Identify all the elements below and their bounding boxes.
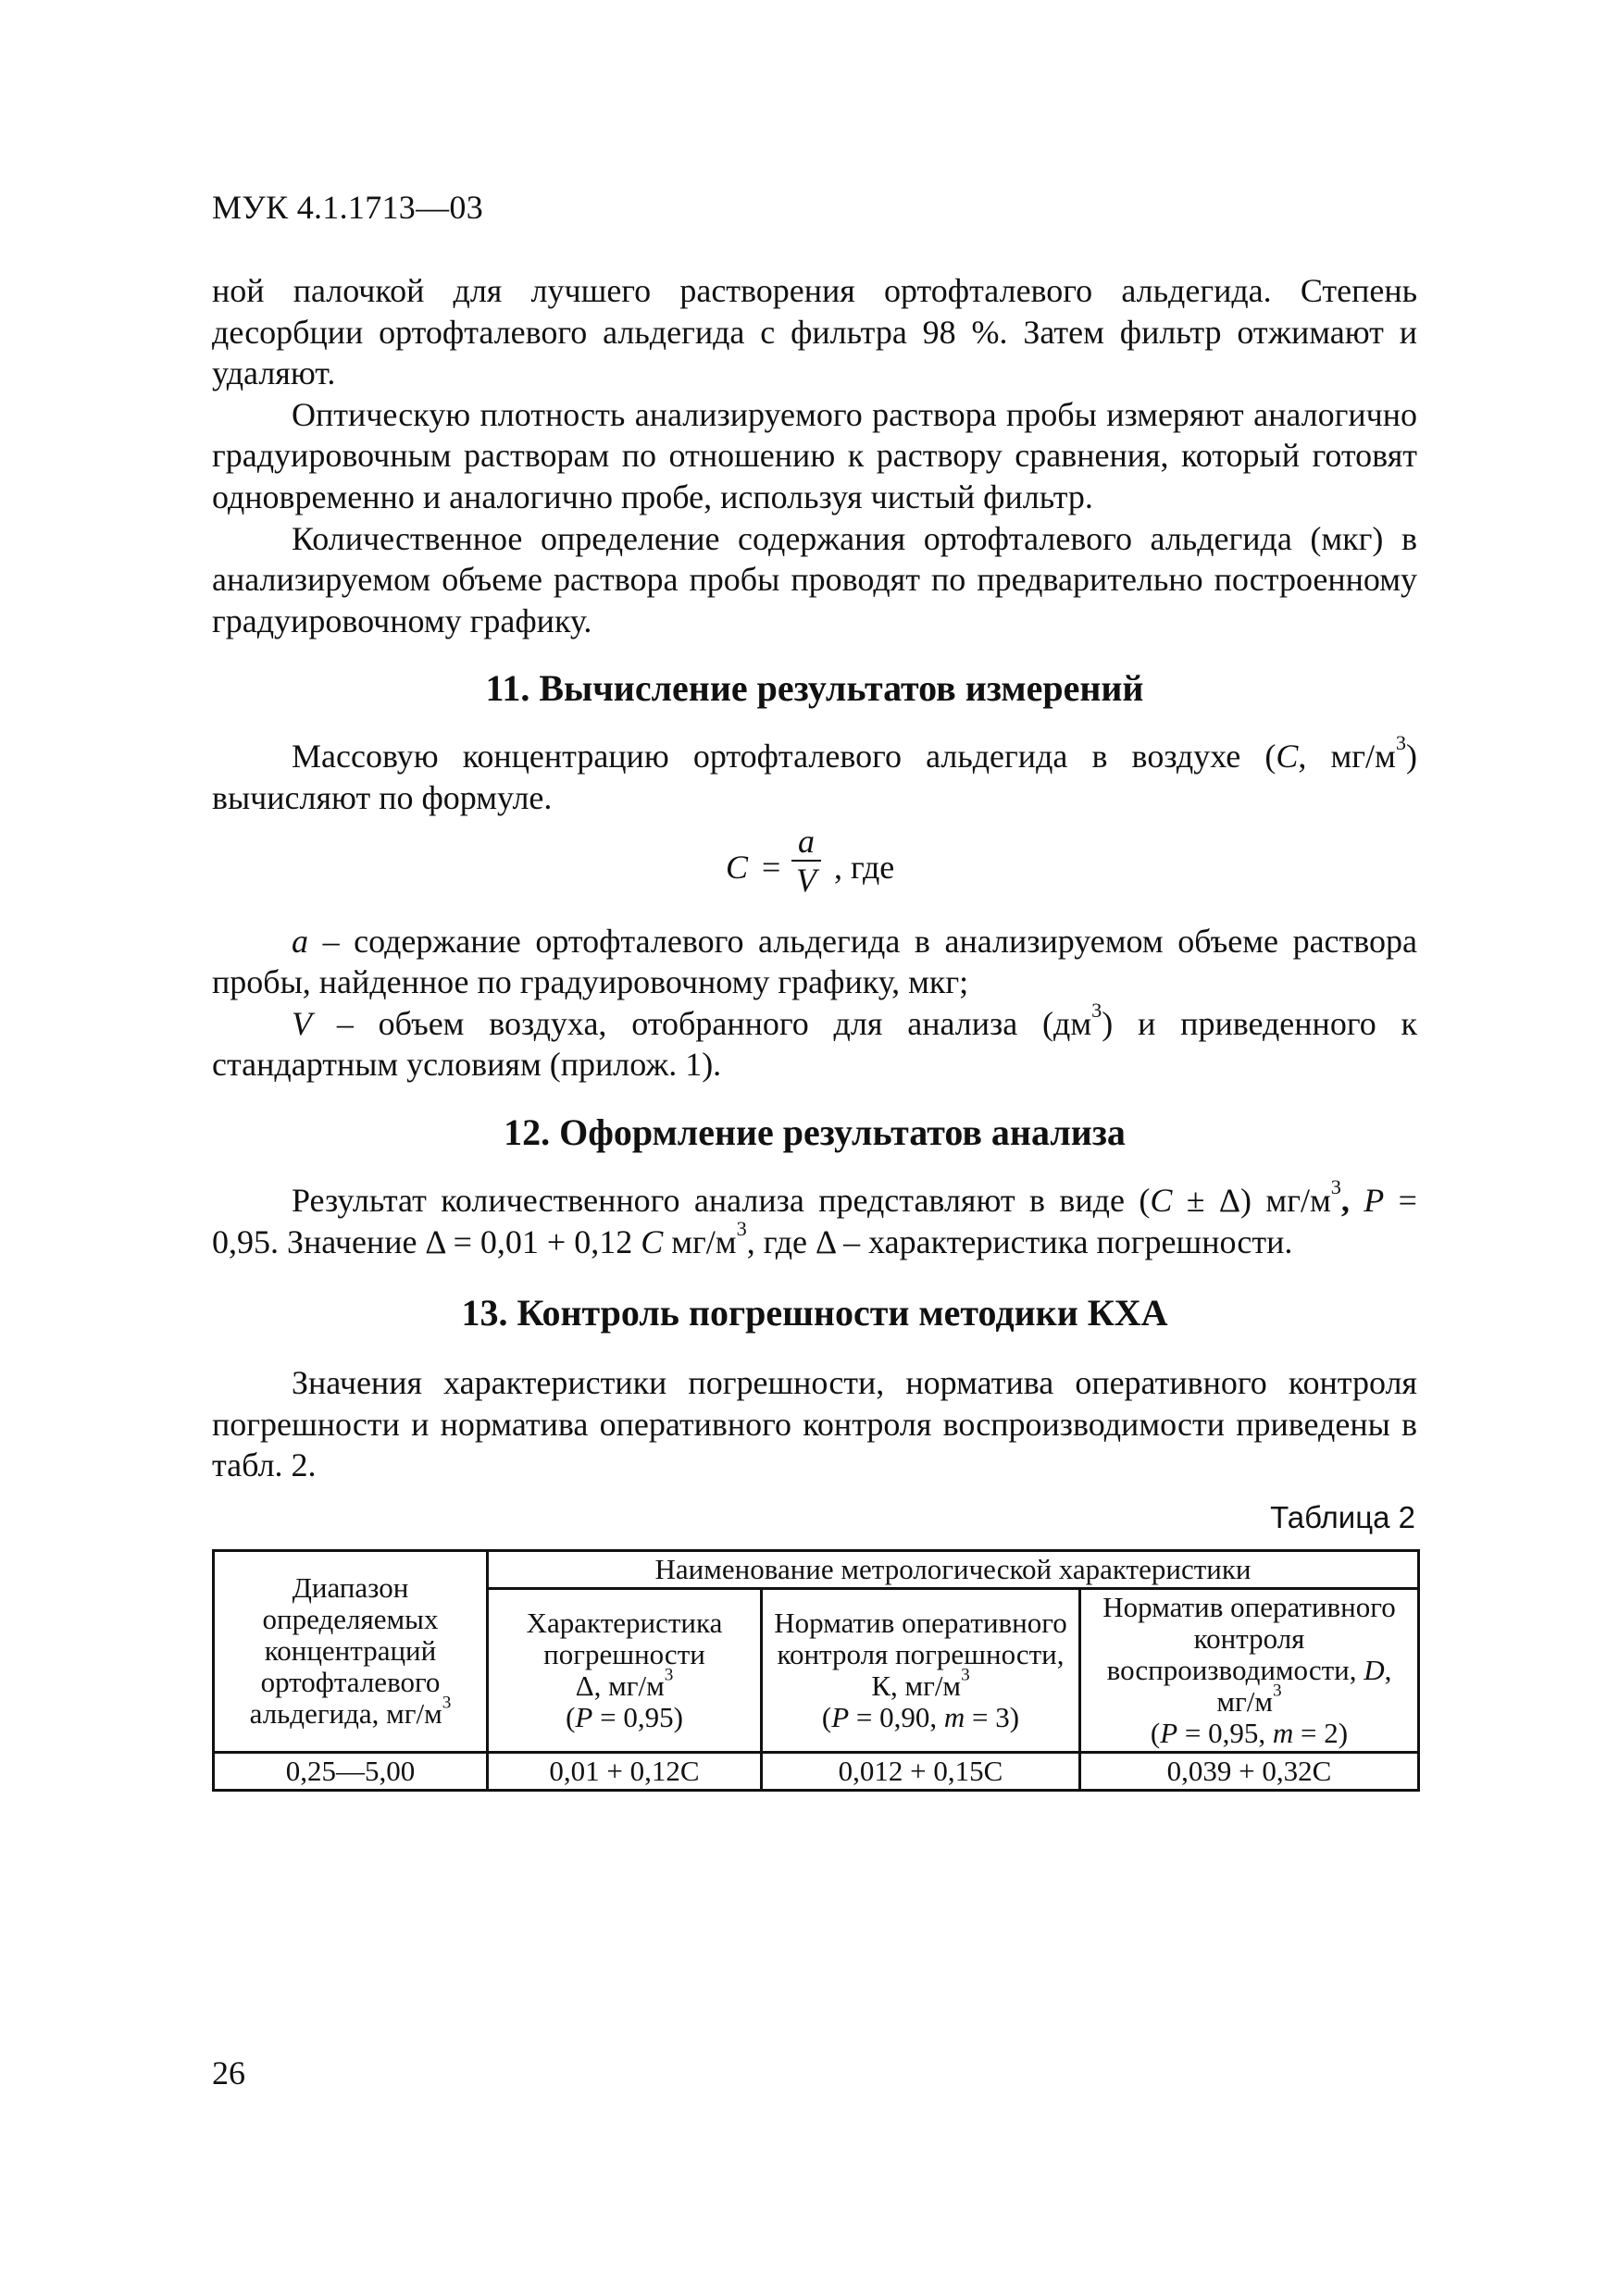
paragraph-optical-density: Оптическую плотность анализируемого раствора пробы измеряют аналогично градуировочным растворам по отношению к раствору сравнения, который готовят одновременно и аналогично пробе, используя чистый фильтр. (212, 395, 1417, 515)
formula-fraction (788, 823, 825, 899)
section-13-title: 13. Контроль погрешности методики КХА (461, 1292, 1168, 1334)
header-error-control-norm: Норматив оперативного контроля погрешности, К, $мг/м^3$ (P = 0,90, m = 3) (762, 1588, 1080, 1752)
page-number: 26 (212, 2054, 245, 2091)
table-row (214, 1752, 1419, 1790)
formula-lhs: C (726, 848, 749, 886)
paragraph-continuation: ной палочкой для лучшего растворения ортофталевого альдегида. Степень десорбции ортофталевого альдегида с фильтра 98 %. Затем фильтр отжимают и удаляют. (212, 272, 1417, 392)
document-code: МУК 4.1.1713—03 (212, 189, 484, 226)
section-12-text: Результат количественного анализа представляют в виде (C ± Δ) $мг/м^3$, P = 0,95. Значение Δ = 0,01 + 0,12 C $мг/м^3$, где Δ – характеристика погрешности. (212, 1174, 1417, 1260)
definition-v: V – объем воздуха, отобранного для анализа $(дм^3)$ и приведенного к стандартным условиям (прилож. 1). (212, 998, 1418, 1084)
formula-denominator: V (796, 861, 816, 899)
cell-error-characteristic: 0,01 + 0,12С (488, 1752, 762, 1790)
header-error-characteristic: Характеристика погрешности Δ, $мг/м^3$ (P = 0,95) (488, 1588, 762, 1752)
cell-range: 0,25—5,00 (214, 1752, 488, 1790)
formula-numerator: a (798, 822, 815, 860)
section-11-title: 11. Вычисление результатов измерений (485, 667, 1144, 710)
paragraph-quantitative: Количественное определение содержания ортофталевого альдегида (мкг) в анализируемом объеме раствора пробы проводят по предварительно построенному градуировочному графику. (212, 519, 1417, 639)
definition-a: a – содержание ортофталевого альдегида в анализируемом объеме раствора пробы, найденное по градуировочному графику, мкг; (212, 922, 1417, 1001)
header-concentration-range: Диапазон определяемых концентраций ортофталевого альдегида, $мг/м^3$ (214, 1550, 488, 1752)
section-12-title: 12. Оформление результатов анализа (504, 1111, 1126, 1153)
document-body (212, 270, 1417, 1792)
header-group-metrology: Наименование метрологической характеристики (488, 1550, 1419, 1588)
header-reproducibility-norm: Норматив оперативного контроля воспроизводимости, D, $мг/м^3$ (P = 0,95, m = 2) (1080, 1588, 1419, 1752)
formula-equals: = (762, 848, 781, 886)
cell-reproducibility: 0,039 + 0,32С (1080, 1752, 1419, 1790)
section-13-text: Значения характеристики погрешности, норматива оперативного контроля погрешности и норматива оперативного контроля воспроизводимости приведены в табл. 2. (212, 1364, 1417, 1484)
table-caption: Таблица 2 (1270, 1499, 1415, 1534)
document-page (212, 0, 1417, 2296)
cell-error-control: 0,012 + 0,15С (762, 1752, 1080, 1790)
formula-tail: , где (834, 848, 895, 886)
concentration-formula (212, 823, 1417, 912)
table-header-row-1 (214, 1550, 1419, 1588)
metrology-table (212, 1549, 1420, 1792)
section-11-intro: Массовую концентрацию ортофталевого альдегида в воздухе (C, $мг/м^3$) вычисляют по формуле. (212, 731, 1417, 816)
